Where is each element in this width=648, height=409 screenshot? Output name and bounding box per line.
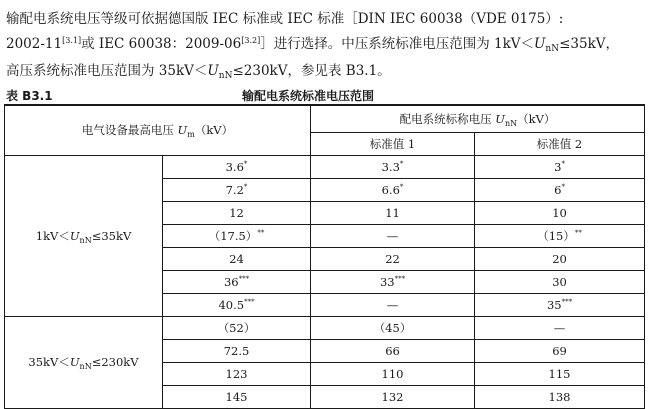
header-nominal-voltage-unit: （kV） xyxy=(517,111,556,126)
range-label-subscript: nN xyxy=(79,362,92,371)
cell-standard-1 xyxy=(311,179,475,202)
cell-value: 3.6 xyxy=(225,160,244,174)
cell-max-voltage xyxy=(163,340,311,363)
cell-value: 12 xyxy=(229,206,244,220)
table-header-row xyxy=(5,105,645,133)
cell-value: 35 xyxy=(546,298,562,312)
cell-max-voltage xyxy=(163,202,311,225)
cell-value: （17.5） xyxy=(208,229,258,243)
cell-value: 66 xyxy=(385,344,400,358)
range-label-subscript: nN xyxy=(79,235,92,245)
voltage-table xyxy=(4,104,645,409)
cell-standard-2 xyxy=(475,248,645,271)
intro-line-3-part-b: ≤230kV，参见表 B3.1。 xyxy=(232,63,391,79)
cell-standard-2 xyxy=(475,202,645,225)
cell-standard-1 xyxy=(311,202,475,225)
reference-3-1[interactable]: [3.1] xyxy=(62,36,82,45)
table-caption xyxy=(6,84,642,104)
cell-value: 11 xyxy=(385,206,400,220)
cell-max-voltage xyxy=(163,225,311,248)
cell-footnote-mark: * xyxy=(243,160,248,168)
intro-line-3-symbol: U xyxy=(207,63,219,79)
intro-line-3-part-a: 高压系统标准电压范围为 35kV＜ xyxy=(6,63,208,79)
cell-value: 3 xyxy=(554,160,562,174)
table-row xyxy=(5,156,645,179)
cell-footnote-mark: *** xyxy=(244,298,255,306)
range-label-part-b: ≤35kV xyxy=(91,228,132,243)
cell-standard-1 xyxy=(311,225,475,248)
cell-max-voltage xyxy=(163,248,311,271)
cell-value: 40.5 xyxy=(218,298,245,312)
cell-footnote-mark: *** xyxy=(561,298,573,306)
table-row xyxy=(5,317,645,340)
cell-max-voltage xyxy=(163,156,311,179)
header-standard-value-1: 标准值 1 xyxy=(311,133,475,156)
cell-footnote-mark: * xyxy=(399,160,404,168)
cell-value: 115 xyxy=(548,367,571,381)
header-max-voltage-symbol: U xyxy=(177,123,188,137)
cell-max-voltage xyxy=(163,294,311,317)
cell-value: 72.5 xyxy=(223,344,250,358)
cell-standard-1 xyxy=(311,294,475,317)
intro-line-2-part-d: ≤35kV， xyxy=(559,36,619,52)
cell-standard-2 xyxy=(475,340,645,363)
cell-value: — xyxy=(386,298,399,312)
cell-standard-1 xyxy=(311,363,475,386)
cell-standard-1 xyxy=(311,271,475,294)
cell-standard-1 xyxy=(311,156,475,179)
cell-max-voltage xyxy=(163,386,311,409)
header-standard-value-2: 标准值 2 xyxy=(475,133,645,156)
table-number: 表 B3.1 xyxy=(6,89,53,103)
cell-standard-1 xyxy=(311,248,475,271)
cell-standard-2 xyxy=(475,225,645,248)
cell-standard-1 xyxy=(311,340,475,363)
cell-standard-1 xyxy=(311,317,475,340)
cell-standard-2 xyxy=(475,363,645,386)
cell-max-voltage xyxy=(163,271,311,294)
cell-value: 24 xyxy=(229,252,244,266)
intro-paragraph xyxy=(6,8,642,87)
cell-value: 145 xyxy=(225,390,248,404)
table-title: 输配电系统标准电压范围 xyxy=(242,89,375,103)
intro-line-2 xyxy=(6,30,642,60)
range-label-part-a: 35kV＜ xyxy=(28,355,70,369)
cell-value: — xyxy=(386,229,399,243)
header-max-voltage xyxy=(5,105,311,156)
cell-value: （45） xyxy=(373,321,412,335)
header-nominal-voltage xyxy=(311,105,645,133)
header-max-voltage-unit: （kV） xyxy=(194,123,234,137)
cell-value: 30 xyxy=(552,275,567,289)
cell-value: 22 xyxy=(385,252,400,266)
intro-line-3 xyxy=(6,60,642,87)
cell-footnote-mark: ** xyxy=(257,229,265,237)
cell-standard-2 xyxy=(475,386,645,409)
cell-value: 10 xyxy=(552,206,567,220)
cell-footnote-mark: *** xyxy=(238,275,250,283)
range-label-symbol: U xyxy=(69,228,80,243)
range-label-part-b: ≤230kV xyxy=(91,355,139,369)
header-nominal-voltage-subscript: nN xyxy=(504,118,518,128)
intro-line-2-subscript: nN xyxy=(545,44,560,54)
range-label-high-voltage xyxy=(5,317,163,409)
cell-value: 33 xyxy=(379,275,395,289)
intro-line-3-subscript: nN xyxy=(218,71,233,81)
cell-value: 7.2 xyxy=(225,183,244,197)
range-label-medium-voltage xyxy=(5,156,163,317)
cell-footnote-mark: * xyxy=(399,183,404,191)
cell-value: 6.6 xyxy=(381,183,400,197)
cell-standard-2 xyxy=(475,294,645,317)
header-nominal-voltage-label: 配电系统标称电压 xyxy=(399,111,496,126)
intro-line-2-part-c: ］进行选择。中压系统标准电压范围为 1kV＜ xyxy=(260,36,535,52)
cell-max-voltage xyxy=(163,363,311,386)
cell-value: 132 xyxy=(381,390,404,404)
header-nominal-voltage-symbol: U xyxy=(495,111,505,126)
cell-standard-2 xyxy=(475,317,645,340)
cell-standard-2 xyxy=(475,271,645,294)
intro-line-2-part-a: 2002-11 xyxy=(6,36,63,52)
cell-value: 20 xyxy=(552,252,567,266)
header-max-voltage-subscript: m xyxy=(187,130,195,139)
cell-footnote-mark: * xyxy=(561,183,565,191)
intro-line-2-symbol: U xyxy=(534,36,546,52)
intro-line-2-part-b: 或 IEC 60038：2009-06 xyxy=(81,36,242,52)
cell-value: 6 xyxy=(554,183,562,197)
reference-3-2[interactable]: [3.2] xyxy=(241,36,261,45)
cell-standard-1 xyxy=(311,386,475,409)
cell-value: 69 xyxy=(552,344,567,358)
intro-line-1: 输配电系统电压等级可依据德国版 IEC 标准或 IEC 标准［DIN IEC 60038（VDE 0175）: xyxy=(6,11,564,27)
cell-value: （52） xyxy=(217,321,256,335)
cell-standard-2 xyxy=(475,179,645,202)
cell-value: 3.3 xyxy=(381,160,400,174)
range-label-part-a: 1kV＜ xyxy=(35,228,70,243)
header-max-voltage-label: 电气设备最高电压 xyxy=(81,123,178,137)
cell-max-voltage xyxy=(163,179,311,202)
cell-value: 110 xyxy=(381,367,404,381)
cell-value: 36 xyxy=(223,275,239,289)
cell-value: — xyxy=(553,321,566,335)
cell-standard-2 xyxy=(475,156,645,179)
cell-value: （15） xyxy=(537,229,575,243)
cell-footnote-mark: * xyxy=(243,183,248,191)
cell-value: 123 xyxy=(225,367,248,381)
range-label-symbol: U xyxy=(69,355,80,369)
cell-value: 138 xyxy=(548,390,571,404)
cell-footnote-mark: * xyxy=(561,160,565,168)
cell-footnote-mark: ** xyxy=(574,229,582,237)
cell-footnote-mark: *** xyxy=(394,275,406,283)
cell-max-voltage xyxy=(163,317,311,340)
